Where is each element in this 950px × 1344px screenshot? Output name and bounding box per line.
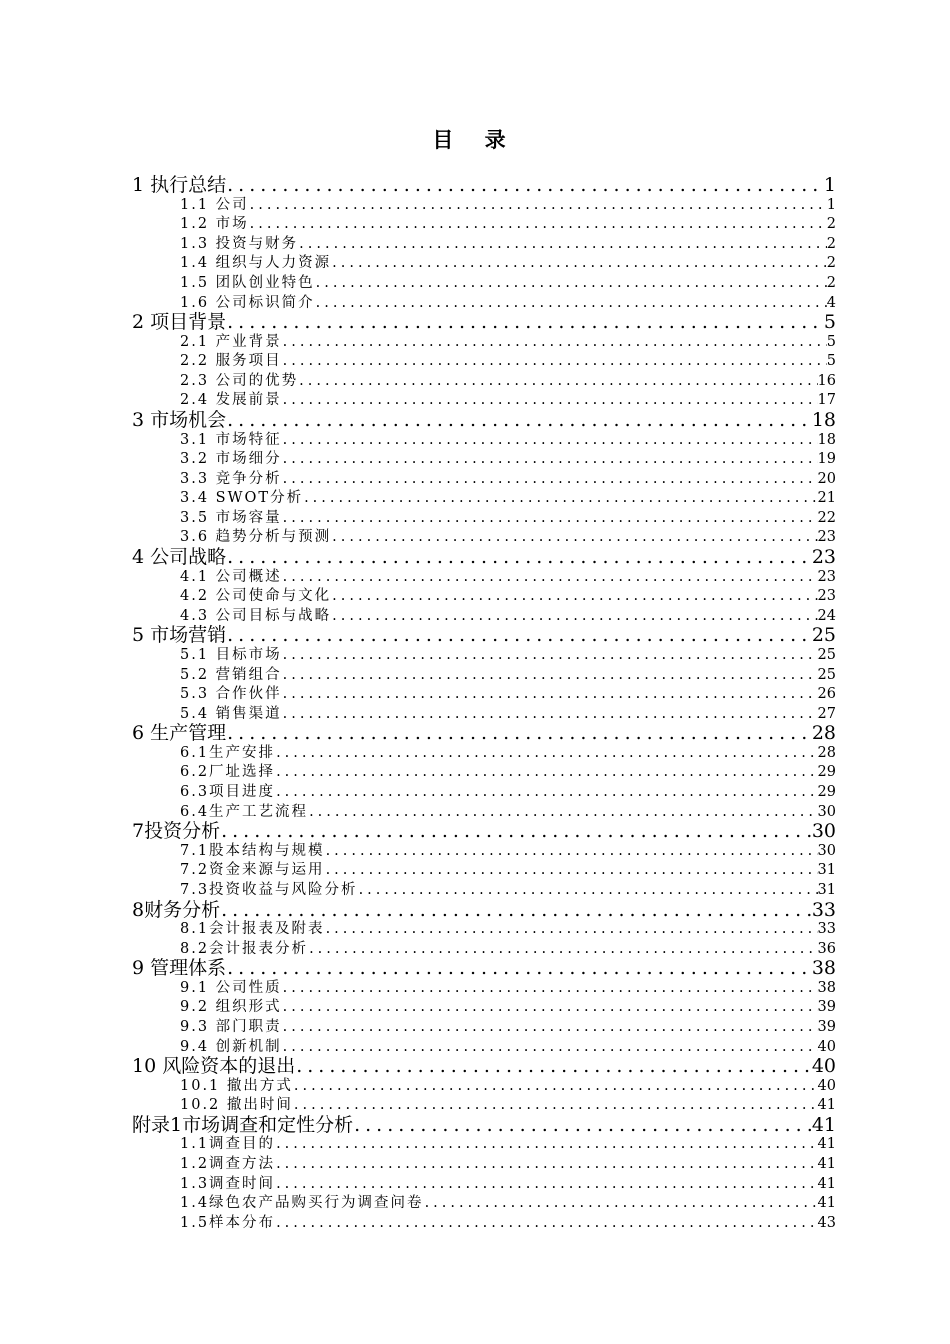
toc-entry-page: 30 bbox=[817, 842, 836, 859]
toc-entry-page: 19 bbox=[817, 451, 836, 468]
toc-entry[interactable] bbox=[180, 1154, 836, 1174]
toc-entry-label: 4.2 公司使命与文化 bbox=[180, 588, 332, 605]
toc-entry-page: 33 bbox=[811, 898, 836, 921]
toc-dot-leader bbox=[294, 1076, 818, 1096]
toc-entry-page: 2 bbox=[826, 274, 836, 291]
toc-entry-label: 5 市场营销 bbox=[132, 624, 227, 647]
toc-entry-label: 2 项目背景 bbox=[132, 311, 227, 334]
toc-entry[interactable] bbox=[180, 1174, 836, 1194]
toc-entry-label: 1.4 组织与人力资源 bbox=[180, 255, 332, 272]
toc-dot-leader bbox=[283, 567, 818, 587]
toc-entry[interactable] bbox=[180, 1193, 836, 1213]
toc-dot-leader bbox=[326, 841, 818, 861]
toc-entry[interactable] bbox=[180, 978, 836, 998]
toc-entry-label: 10.2 撤出时间 bbox=[180, 1097, 293, 1114]
toc-entry[interactable] bbox=[180, 567, 836, 587]
toc-entry-label: 3.2 市场细分 bbox=[180, 451, 282, 468]
toc-entry-page: 23 bbox=[817, 529, 836, 546]
toc-entry-label: 6.4生产工艺流程 bbox=[180, 803, 309, 820]
toc-entry-label: 5.3 合作伙伴 bbox=[180, 686, 282, 703]
toc-entry-page: 24 bbox=[817, 607, 836, 624]
toc-entry[interactable] bbox=[132, 408, 836, 432]
toc-dot-leader bbox=[276, 782, 817, 802]
toc-entry[interactable] bbox=[180, 195, 836, 215]
toc-dot-leader bbox=[283, 508, 818, 528]
toc-entry-page: 2 bbox=[826, 216, 836, 233]
toc-entry-page: 5 bbox=[826, 353, 836, 370]
toc-entry-page: 27 bbox=[817, 705, 836, 722]
toc-entry[interactable] bbox=[180, 684, 836, 704]
toc-entry-label: 9.3 部门职责 bbox=[180, 1018, 282, 1035]
toc-entry-label: 1.6 公司标识简介 bbox=[180, 294, 315, 311]
toc-entry[interactable] bbox=[132, 898, 836, 922]
toc-entry-page: 30 bbox=[817, 803, 836, 820]
toc-entry-label: 3 市场机会 bbox=[132, 409, 227, 431]
toc-entry[interactable] bbox=[132, 721, 836, 745]
toc-dot-leader bbox=[283, 469, 818, 489]
toc-entry-page: 41 bbox=[817, 1156, 836, 1172]
toc-entry-page: 18 bbox=[817, 431, 836, 448]
toc-entry-page: 5 bbox=[826, 333, 836, 350]
toc-dot-leader bbox=[276, 1134, 817, 1154]
toc-entry-page: 4 bbox=[826, 294, 836, 311]
toc-entry-page: 43 bbox=[817, 1214, 836, 1231]
toc-entry-label: 3.4 SWOT分析 bbox=[180, 490, 304, 507]
toc-entry-label: 6.2厂址选择 bbox=[180, 764, 276, 781]
toc-entry-page: 25 bbox=[811, 624, 836, 647]
toc-entry-label: 附录1市场调查和定性分析 bbox=[132, 1113, 354, 1136]
toc-entry-page: 28 bbox=[811, 722, 836, 745]
toc-dot-leader bbox=[283, 684, 818, 704]
toc-entry[interactable] bbox=[180, 371, 836, 391]
toc-entry-label: 1.5 团队创业特色 bbox=[180, 274, 315, 291]
toc-entry-label: 9.4 创新机制 bbox=[180, 1038, 282, 1055]
toc-entry-page: 29 bbox=[817, 764, 836, 781]
toc-dot-leader bbox=[283, 997, 818, 1017]
toc-dot-leader bbox=[276, 1213, 817, 1233]
toc-entry-label: 2.2 服务项目 bbox=[180, 353, 282, 370]
toc-entry[interactable] bbox=[180, 273, 836, 293]
toc-entry-label: 3.1 市场特征 bbox=[180, 431, 282, 448]
toc-entry-label: 5.2 营销组合 bbox=[180, 666, 282, 683]
toc-dot-leader bbox=[283, 978, 818, 998]
toc-entry[interactable] bbox=[180, 253, 836, 273]
toc-entry[interactable] bbox=[180, 351, 836, 371]
toc-entry-page: 2 bbox=[826, 235, 836, 252]
toc-dot-leader bbox=[283, 430, 818, 450]
toc-entry[interactable] bbox=[180, 488, 836, 508]
toc-entry-page: 22 bbox=[817, 509, 836, 526]
toc-entry[interactable] bbox=[132, 310, 836, 334]
toc-dot-leader bbox=[276, 743, 817, 763]
toc-entry-label: 9.2 组织形式 bbox=[180, 999, 282, 1016]
toc-entry-label: 7.1股本结构与规模 bbox=[180, 842, 325, 859]
toc-entry-label: 6.3项目进度 bbox=[180, 784, 276, 800]
toc-entry-page: 30 bbox=[811, 820, 836, 843]
toc-entry-label: 7投资分析 bbox=[132, 820, 221, 843]
toc-entry[interactable] bbox=[180, 449, 836, 469]
toc-entry[interactable] bbox=[132, 1113, 836, 1137]
toc-dot-leader bbox=[283, 645, 818, 665]
toc-entry-page: 41 bbox=[817, 1175, 836, 1192]
toc-entry-label: 6 生产管理 bbox=[132, 722, 227, 745]
toc-dot-leader bbox=[332, 253, 827, 273]
toc-entry[interactable] bbox=[180, 1076, 836, 1096]
toc-entry-page: 36 bbox=[817, 940, 836, 957]
toc-entry-page: 1 bbox=[826, 196, 836, 213]
toc-entry-label: 2.1 产业背景 bbox=[180, 333, 282, 350]
toc-entry[interactable] bbox=[180, 214, 836, 234]
toc-dot-leader bbox=[227, 721, 812, 745]
toc-entry-page: 39 bbox=[817, 999, 836, 1016]
toc-dot-leader bbox=[276, 1174, 817, 1194]
toc-entry-page: 28 bbox=[817, 744, 836, 761]
toc-dot-leader bbox=[276, 1154, 817, 1174]
toc-entry-page: 25 bbox=[817, 646, 836, 663]
toc-entry-page: 2 bbox=[826, 255, 836, 272]
toc-entry[interactable] bbox=[180, 1213, 836, 1233]
toc-entry[interactable] bbox=[132, 1054, 836, 1078]
toc-entry-page: 29 bbox=[817, 784, 836, 800]
page-title: 目 录 bbox=[432, 128, 518, 152]
toc-entry-label: 1.3 投资与财务 bbox=[180, 235, 299, 252]
toc-dot-leader bbox=[283, 351, 827, 371]
toc-entry[interactable] bbox=[180, 332, 836, 352]
toc-dot-leader bbox=[283, 449, 818, 469]
toc-entry-label: 1.2调查方法 bbox=[180, 1156, 276, 1172]
toc-entry-label: 3.5 市场容量 bbox=[180, 509, 282, 526]
toc-entry[interactable] bbox=[180, 919, 836, 939]
toc-entry-page: 21 bbox=[817, 490, 836, 507]
toc-dot-leader bbox=[221, 898, 812, 922]
toc-entry-page: 17 bbox=[817, 392, 836, 409]
toc-entry-page: 25 bbox=[817, 666, 836, 683]
toc-entry-label: 8.2会计报表分析 bbox=[180, 940, 309, 957]
toc-entry-label: 1.2 市场 bbox=[180, 216, 249, 233]
toc-entry-page: 41 bbox=[817, 1097, 836, 1114]
toc-entry-label: 1.1 公司 bbox=[180, 196, 249, 213]
toc-entry[interactable] bbox=[180, 1017, 836, 1037]
toc-entry-label: 1.4绿色农产品购买行为调查问卷 bbox=[180, 1195, 424, 1212]
toc-entry-page: 38 bbox=[811, 957, 836, 980]
toc-entry[interactable] bbox=[180, 430, 836, 450]
toc-entry-label: 8.1会计报表及附表 bbox=[180, 921, 325, 937]
toc-entry-label: 1 执行总结 bbox=[132, 174, 227, 196]
toc-entry[interactable] bbox=[180, 743, 836, 763]
toc-entry[interactable] bbox=[180, 782, 836, 802]
toc-dot-leader bbox=[332, 586, 817, 606]
toc-entry-label: 2.3 公司的优势 bbox=[180, 372, 299, 389]
toc-entry[interactable] bbox=[132, 623, 836, 647]
toc-entry-page: 16 bbox=[817, 372, 836, 389]
toc-dot-leader bbox=[227, 623, 812, 647]
toc-entry-label: 7.2资金来源与运用 bbox=[180, 862, 325, 879]
toc-entry-label: 10.1 撤出方式 bbox=[180, 1077, 293, 1094]
toc-entry-label: 1.3调查时间 bbox=[180, 1175, 276, 1192]
toc-entry[interactable] bbox=[180, 860, 836, 880]
toc-entry-page: 33 bbox=[817, 921, 836, 937]
toc-dot-leader bbox=[283, 332, 827, 352]
toc-entry-label: 8财务分析 bbox=[132, 898, 221, 921]
toc-entry-label: 1.1调查目的 bbox=[180, 1136, 276, 1153]
toc-entry[interactable] bbox=[180, 586, 836, 606]
toc-entry-page: 23 bbox=[817, 588, 836, 605]
toc-entry-page: 23 bbox=[817, 568, 836, 585]
toc-dot-leader bbox=[425, 1193, 818, 1213]
toc-entry-page: 40 bbox=[811, 1055, 836, 1078]
toc-entry-page: 40 bbox=[817, 1038, 836, 1055]
toc-dot-leader bbox=[299, 371, 817, 391]
toc-entry[interactable] bbox=[132, 956, 836, 980]
toc-entry-page: 40 bbox=[817, 1077, 836, 1094]
toc-entry-page: 20 bbox=[817, 470, 836, 487]
toc-entry-page: 31 bbox=[817, 881, 836, 898]
toc-entry-page: 41 bbox=[811, 1113, 836, 1136]
toc-entry-label: 5.4 销售渠道 bbox=[180, 705, 282, 722]
toc-entry-label: 4 公司战略 bbox=[132, 546, 227, 568]
toc-entry-label: 7.3投资收益与风险分析 bbox=[180, 881, 358, 898]
toc-entry[interactable] bbox=[180, 469, 836, 489]
toc-entry-page: 38 bbox=[817, 979, 836, 996]
toc-entry-label: 5.1 目标市场 bbox=[180, 646, 282, 663]
toc-dot-leader bbox=[227, 310, 824, 334]
toc-entry-label: 2.4 发展前景 bbox=[180, 392, 282, 409]
toc-entry-page: 23 bbox=[811, 546, 836, 568]
toc-entry[interactable] bbox=[132, 545, 836, 569]
toc-dot-leader bbox=[283, 665, 818, 685]
toc-dot-leader bbox=[227, 173, 824, 197]
toc-dot-leader bbox=[316, 273, 827, 293]
toc-entry-page: 26 bbox=[817, 686, 836, 703]
toc-entry-page: 41 bbox=[817, 1136, 836, 1153]
toc-entry-page: 41 bbox=[817, 1195, 836, 1212]
toc-dot-leader bbox=[250, 214, 827, 234]
toc-entry[interactable] bbox=[180, 234, 836, 254]
toc-entry-label: 9 管理体系 bbox=[132, 957, 227, 980]
toc-entry-label: 4.1 公司概述 bbox=[180, 568, 282, 585]
toc-entry[interactable] bbox=[132, 819, 836, 843]
toc-dot-leader bbox=[227, 956, 812, 980]
toc-entry[interactable] bbox=[180, 508, 836, 528]
toc-entry-label: 1.5样本分布 bbox=[180, 1214, 276, 1231]
toc-dot-leader bbox=[221, 819, 812, 843]
toc-entry-label: 6.1生产安排 bbox=[180, 744, 276, 761]
toc-entry-label: 4.3 公司目标与战略 bbox=[180, 607, 332, 624]
toc-entry[interactable] bbox=[180, 997, 836, 1017]
toc-entry-page: 18 bbox=[811, 409, 836, 431]
toc-dot-leader bbox=[354, 1113, 812, 1137]
toc-entry[interactable] bbox=[180, 762, 836, 782]
toc-entry-page: 39 bbox=[817, 1018, 836, 1035]
toc-entry-page: 31 bbox=[817, 862, 836, 879]
toc-dot-leader bbox=[326, 860, 818, 880]
toc-entry-page: 1 bbox=[823, 174, 836, 196]
toc-dot-leader bbox=[250, 195, 827, 215]
toc-entry[interactable] bbox=[180, 1134, 836, 1154]
toc-entry-page: 5 bbox=[823, 311, 836, 334]
toc-entry[interactable] bbox=[180, 645, 836, 665]
toc-entry-label: 3.3 竞争分析 bbox=[180, 470, 282, 487]
toc-entry[interactable] bbox=[180, 665, 836, 685]
toc-dot-leader bbox=[304, 488, 817, 508]
toc-dot-leader bbox=[326, 919, 818, 939]
toc-dot-leader bbox=[296, 1054, 812, 1078]
toc-entry-label: 3.6 趋势分析与预测 bbox=[180, 529, 332, 546]
toc-dot-leader bbox=[227, 408, 812, 432]
toc-dot-leader bbox=[227, 545, 812, 569]
toc-entry[interactable] bbox=[132, 173, 836, 197]
toc-entry-label: 10 风险资本的退出 bbox=[132, 1055, 296, 1078]
toc-entry[interactable] bbox=[180, 841, 836, 861]
toc-dot-leader bbox=[299, 234, 827, 254]
toc-entry-label: 9.1 公司性质 bbox=[180, 979, 282, 996]
toc-dot-leader bbox=[276, 762, 817, 782]
toc-dot-leader bbox=[283, 1017, 818, 1037]
